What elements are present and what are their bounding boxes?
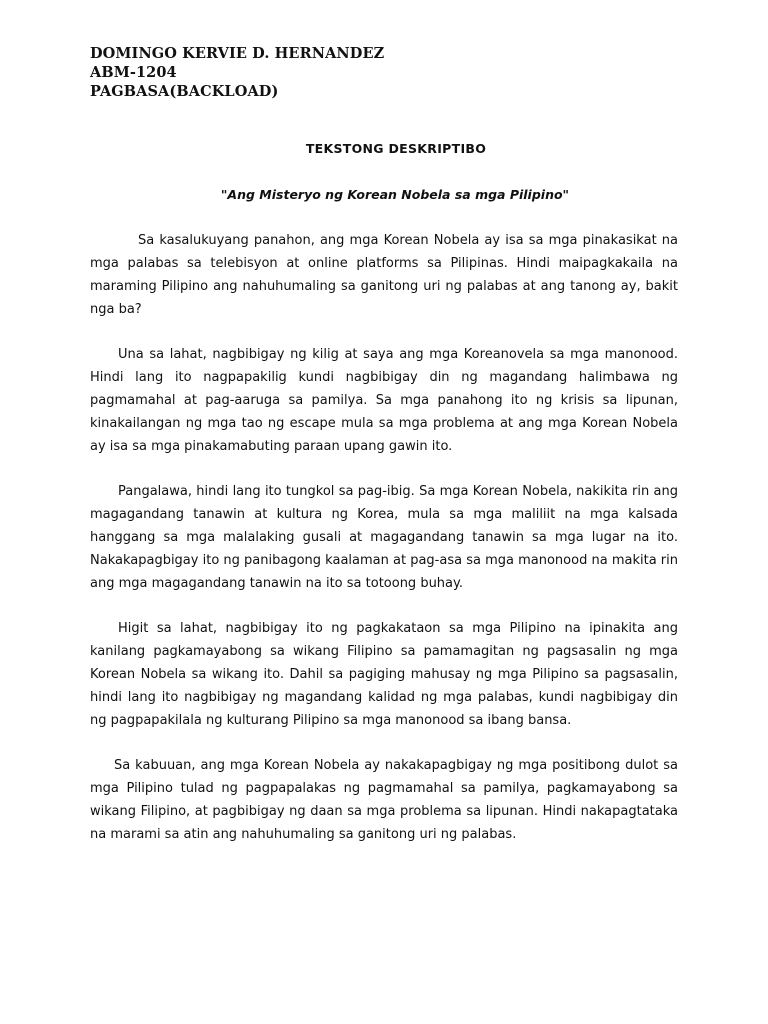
author-name: DOMINGO KERVIE D. HERNANDEZ [90, 45, 385, 62]
paragraph-first-point: Una sa lahat, nagbibigay ng kilig at saya ang mga Koreanovela sa mga manonood. Hindi lang ito nagpapakilig kundi nagbibigay din ng magandang halimbawa ng pagmamahal at pag-aaruga sa pamilya. Sa mga panahong ito ng krisis sa lipunan, kinakailangan ng mga tao ng escape mula sa mga problema at ang mga Korean Nobela ay isa sa mga pinakamabuting paraan upang gawin ito. [90, 347, 678, 454]
essay-title: "Ang Misteryo ng Korean Nobela sa mga Pilipino" [220, 187, 570, 202]
text-type-heading: TEKSTONG DESKRIPTIBO [305, 141, 487, 156]
author-header [90, 44, 384, 101]
paragraph-conclusion: Sa kabuuan, ang mga Korean Nobela ay nakakapagbigay ng mga positibong dulot sa mga Pilipino tulad ng pagpapalakas ng pagmamahal sa pamilya, pagkamayabong sa wikang Filipino, at pagbibigay ng daan sa mga problema sa lipunan. Hindi nakapagtataka na marami sa atin ang nahuhumaling sa ganitong uri ng palabas. [90, 758, 678, 842]
subject-label: PAGBASA(BACKLOAD) [90, 83, 279, 100]
paragraph-intro: Sa kasalukuyang panahon, ang mga Korean Nobela ay isa sa mga pinakasikat na mga palabas sa telebisyon at online platforms sa Pilipinas. Hindi maipagkakaila na maraming Pilipino ang nahuhumaling sa ganitong uri ng palabas at ang tanong ay, bakit nga ba? [90, 233, 678, 317]
paragraph-third-point: Higit sa lahat, nagbibigay ito ng pagkakataon sa mga Pilipino na ipinakita ang kanilang pagkamayabong sa wikang Filipino sa pamamagitan ng pagsasalin ng mga Korean Nobela sa wikang ito. Dahil sa pagiging mahusay ng mga Pilipino sa pagsasalin, hindi lang ito nagbibigay ng magandang kalidad ng mga palabas, kundi nagbibigay din ng pagpapakilala ng kulturang Pilipino sa mga manonood sa ibang bansa. [90, 621, 678, 728]
class-section: ABM-1204 [90, 64, 177, 81]
essay-body [90, 229, 678, 846]
paragraph-second-point: Pangalawa, hindi lang ito tungkol sa pag-ibig. Sa mga Korean Nobela, nakikita rin ang magagandang tanawin at kultura ng Korea, mula sa mga maliliit na mga kalsada hanggang sa mga malalaking gusali at magagandang tanawin sa mga lugar na ito. Nakakapagbigay ito ng panibagong kaalaman at pag-asa sa mga manonood na makita rin ang mga magagandang tanawin na ito sa totoong buhay. [90, 484, 678, 591]
